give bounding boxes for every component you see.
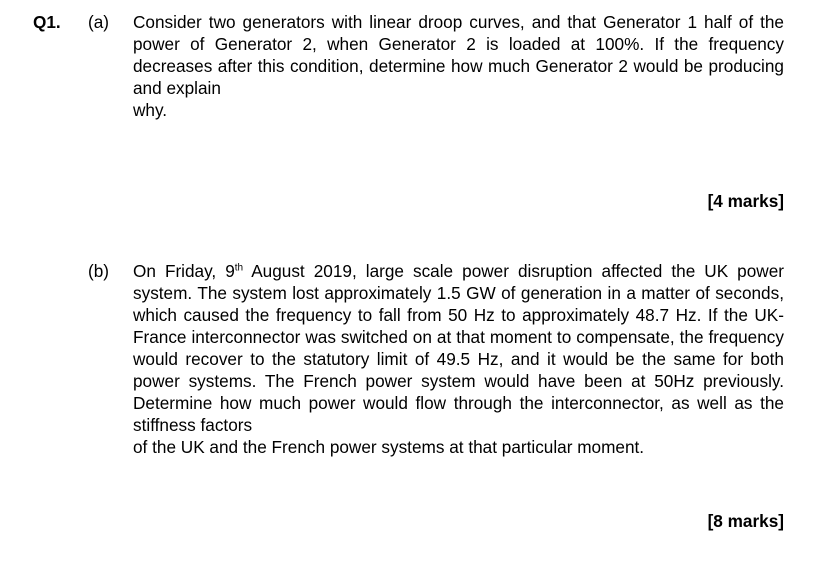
part-a-last-line: why. (133, 100, 168, 120)
part-a-body: Consider two generators with linear droop curves, and that Generator 1 half of the power of Generator 2, when Generator 2 is loaded at 100%. If the frequency decreases after this condition, determine how much Generator 2 would be producing and explain (133, 12, 784, 98)
part-a-label: (a) (88, 12, 110, 32)
part-b-superscript: th (234, 262, 244, 274)
part-b-text (133, 260, 784, 458)
question-number: Q1. (33, 12, 61, 32)
part-b-lead: On Friday, 9 (133, 261, 235, 281)
part-b-rest: August 2019, large scale power disruption affected the UK power system. The system lost approximately 1.5 GW of generation in a matter of seconds, which caused the frequency to fall from 50 Hz to approximately 48.7 Hz. If the UK-France interconnector was switched on at that moment to compensate, the frequency would recover to the statutory limit of 49.5 Hz, and it would be the same for both power systems. The French power system would have been at 50Hz previously. Determine how much power would flow through the interconnector, as well as the stiffness factors (133, 261, 784, 435)
part-b-body (133, 260, 784, 436)
part-b-last-line: of the UK and the French power systems at that particular moment. (133, 437, 645, 457)
part-a-marks: [4 marks] (707, 191, 784, 211)
part-a-text (133, 11, 784, 121)
part-b-label: (b) (88, 261, 110, 281)
part-b-marks: [8 marks] (707, 511, 784, 531)
